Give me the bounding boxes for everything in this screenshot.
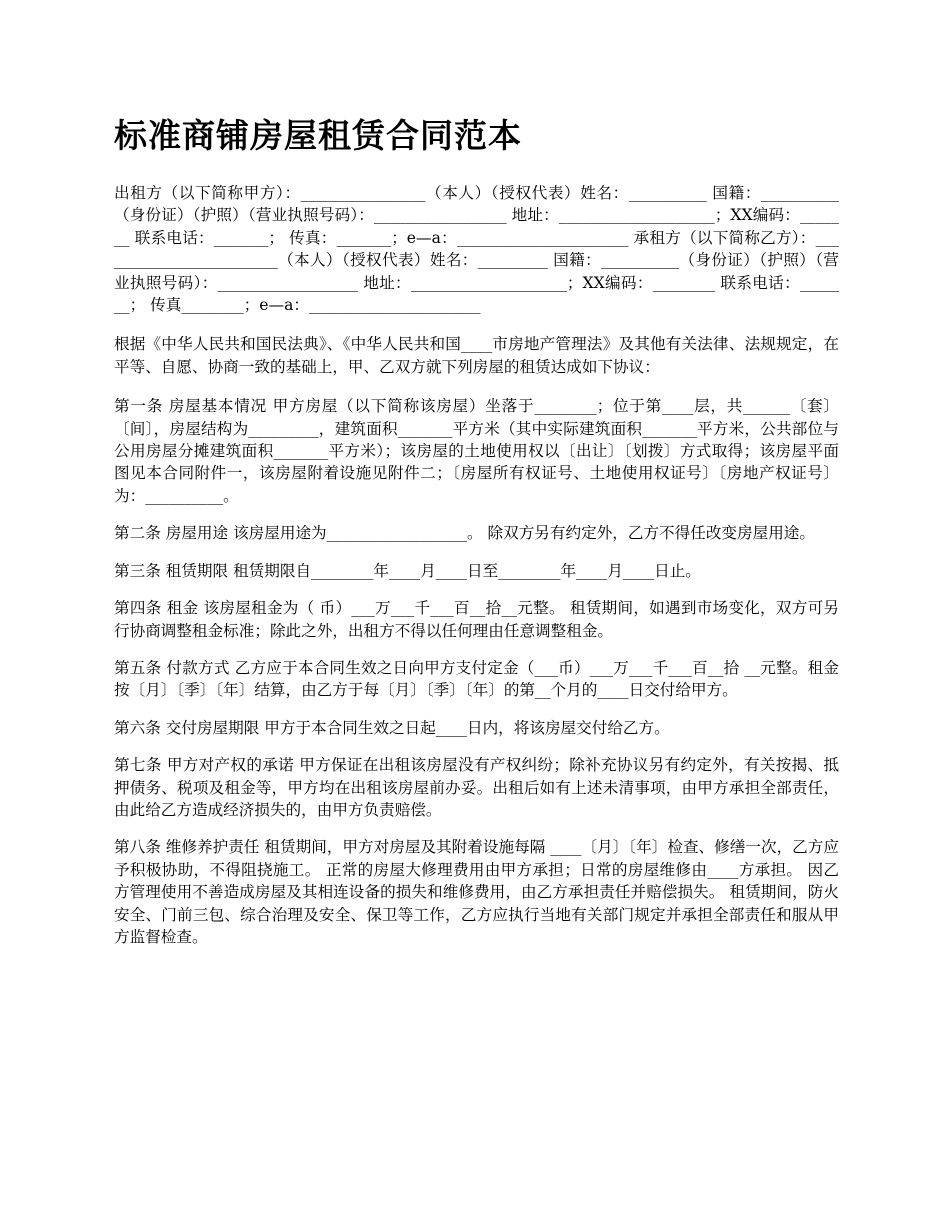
article-1: 第一条 房屋基本情况 甲方房屋（以下简称该房屋）坐落于________；位于第____层，共______〔套〕〔间〕，房屋结构为_________，建筑面积_______平方米（其中实际建筑面积_______平方米，公共部位与公用房屋分摊建筑面积_______平方米）；该房屋的土地使用权以〔出让〕〔划拨〕方式取得；该房屋平面图见本合同附件一，该房屋附着设施见附件二；〔房屋所有权证号、土地使用权证号〕〔房地产权证号〕为：__________。 bbox=[114, 397, 839, 505]
article-2: 第二条 房屋用途 该房屋用途为__________________。 除双方另有约定外，乙方不得任改变房屋用途。 bbox=[114, 524, 815, 543]
document-title: 标准商铺房屋租赁合同范本 bbox=[114, 116, 522, 155]
article-5: 第五条 付款方式 乙方应于本合同生效之日向甲方支付定金（___币）___万___千___百__拾 __元整。租金按〔月〕〔季〕〔年〕结算，由乙方于每〔月〕〔季〕〔年〕的第__个月的____日交付给甲方。 bbox=[114, 658, 839, 700]
article-3: 第三条 租赁期限 租赁期限自________年____月____日至________年____月____日止。 bbox=[114, 561, 701, 580]
intro-parties: 出租方（以下简称甲方）：________________（本人）（授权代表）姓名：__________ 国籍：__________（身份证）（护照）（营业执照号码）：_________________ 地址：____________________；XX编码：_______ 联系电话：_______； 传真：_______；e—a：______________________ 承租方（以下简称乙方）：________________________（本人）（授权代表）姓名：_________ 国籍：__________（身份证）（护照）（营业执照号码）：__________________ 地址：____________________；XX编码：________ 联系电话：_______； 传真________；e—a：______________________ bbox=[114, 184, 839, 315]
article-7: 第七条 甲方对产权的承诺 甲方保证在出租该房屋没有产权纠纷；除补充协议另有约定外，有关按揭、抵押债务、税项及租金等，甲方均在出租该房屋前办妥。出租后如有上述未清事项，由甲方承担全部责任，由此给乙方造成经济损失的，由甲方负责赔偿。 bbox=[114, 756, 839, 819]
intro-basis: 根据《中华人民共和国民法典》、《中华人民共和国____市房地产管理法》及其他有关法律、法规规定，在平等、自愿、协商一致的基础上，甲、乙双方就下列房屋的租赁达成如下协议： bbox=[114, 335, 839, 376]
document-page bbox=[114, 110, 839, 963]
article-8: 第八条 维修养护责任 租赁期间，甲方对房屋及其附着设施每隔 ____〔月〕〔年〕检查、修缮一次，乙方应予积极协助，不得阻挠施工。 正常的房屋大修理费用由甲方承担；日常的房屋维修由____方承担。 因乙方管理使用不善造成房屋及其相连设备的损失和维修费用，由乙方承担责任并赔偿损失。 租赁期间，防火安全、门前三包、综合治理及安全、保卫等工作，乙方应执行当地有关部门规定并承担全部责任和服从甲方监督检查。 bbox=[114, 838, 839, 946]
article-6: 第六条 交付房屋期限 甲方于本合同生效之日起____日内，将该房屋交付给乙方。 bbox=[114, 718, 670, 737]
article-4: 第四条 租金 该房屋租金为（ 币）___万___千___百__拾__元整。 租赁期间，如遇到市场变化，双方可另行协商调整租金标准；除此之外，出租方不得以任何理由任意调整租金。 bbox=[114, 599, 839, 640]
